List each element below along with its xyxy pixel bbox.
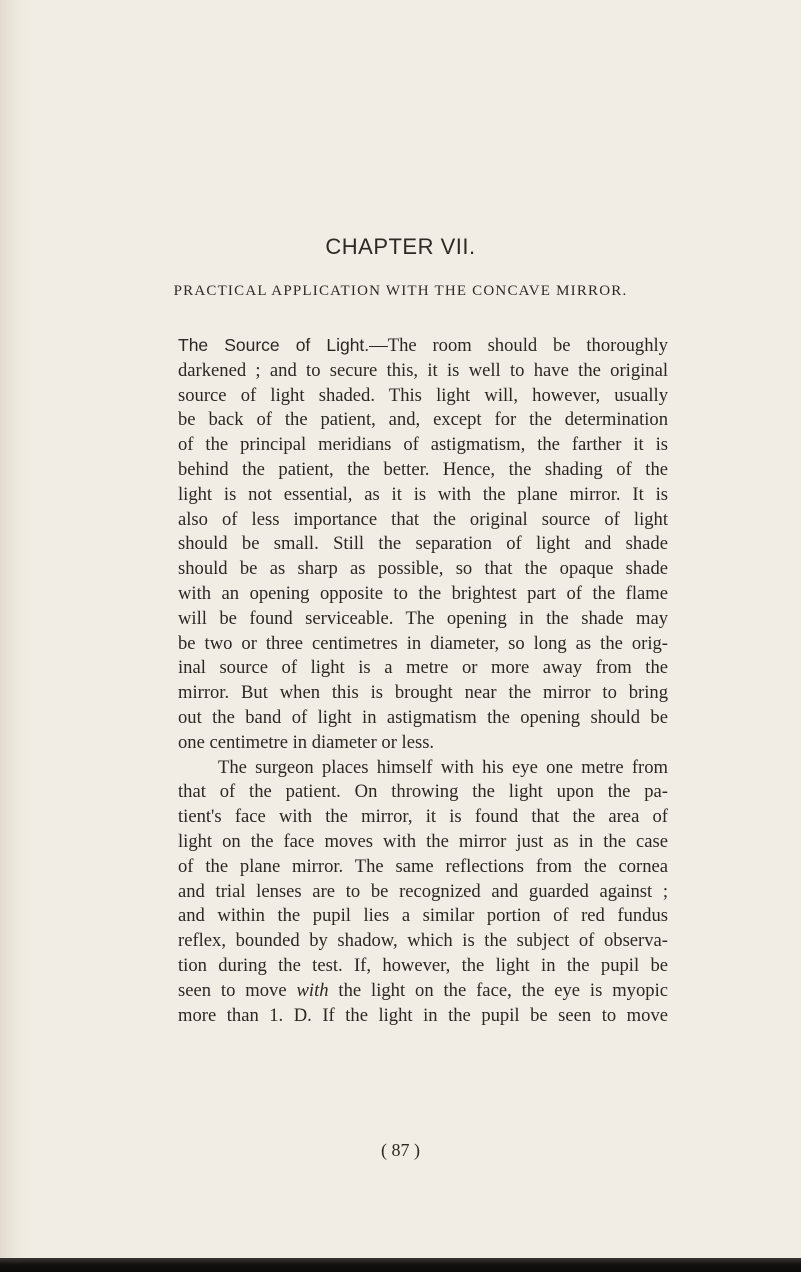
- paragraph-source-of-light: [178, 333, 668, 756]
- text-line: seen to move with the light on the face, the eye is myopic: [178, 979, 668, 1001]
- text-line: The surgeon places himself with his eye one metre from: [218, 756, 668, 778]
- section-subtitle: PRACTICAL APPLICATION WITH THE CONCAVE MIRROR.: [173, 283, 628, 299]
- paragraph-surgeon-position: [178, 756, 668, 1029]
- text-line: be two or three centimetres in diameter, so long as the orig-: [178, 632, 668, 654]
- text-line: should be small. Still the separation of light and shade: [178, 533, 668, 555]
- text-line: and trial lenses are to be recognized and guarded against ;: [178, 880, 668, 902]
- text-line: reflex, bounded by shadow, which is the subject of observa-: [178, 930, 668, 952]
- text-line: will be found serviceable. The opening in the shade may: [178, 607, 668, 629]
- chapter-heading: CHAPTER VII.: [325, 234, 476, 259]
- text-line: darkened ; and to secure this, it is well to have the original: [178, 359, 668, 381]
- text-line: mirror. But when this is brought near the mirror to bring: [178, 682, 668, 704]
- text-line: light on the face moves with the mirror just as in the case: [178, 830, 668, 852]
- body-text: [178, 333, 668, 1028]
- text-line: of the principal meridians of astigmatism, the farther it is: [178, 434, 668, 456]
- text-line: with an opening opposite to the brightest part of the flame: [178, 582, 668, 604]
- text-line: tion during the test. If, however, the light in the pupil be: [178, 954, 668, 976]
- text-line: The Source of Light.—The room should be thoroughly: [178, 335, 668, 356]
- page-bottom-edge: [0, 1258, 801, 1272]
- page-number: ( 87 ): [381, 1140, 420, 1160]
- text-line: be back of the patient, and, except for the determination: [178, 409, 668, 431]
- text-line: inal source of light is a metre or more away from the: [178, 657, 668, 679]
- text-line: tient's face with the mirror, it is found that the area of: [178, 806, 668, 828]
- run-in-heading: The Source of Light.: [178, 335, 370, 355]
- text-line: also of less importance that the original source of light: [178, 508, 668, 530]
- text-line: behind the patient, the better. Hence, the shading of the: [178, 458, 668, 480]
- text-line: light is not essential, as it is with the plane mirror. It is: [178, 483, 668, 505]
- text-line: more than 1. D. If the light in the pupil be seen to move: [178, 1004, 668, 1026]
- text-line: source of light shaded. This light will, however, usually: [178, 384, 668, 406]
- text-line: out the band of light in astigmatism the opening should be: [178, 706, 668, 728]
- text-line: of the plane mirror. The same reflections from the cornea: [178, 855, 668, 877]
- text-line: should be as sharp as possible, so that the opaque shade: [178, 558, 668, 580]
- text-line: that of the patient. On throwing the light upon the pa-: [178, 781, 668, 803]
- italic-emphasis: with: [296, 979, 329, 1001]
- text-line: one centimetre in diameter or less.: [178, 731, 435, 753]
- text-line: and within the pupil lies a similar portion of red fundus: [178, 905, 668, 927]
